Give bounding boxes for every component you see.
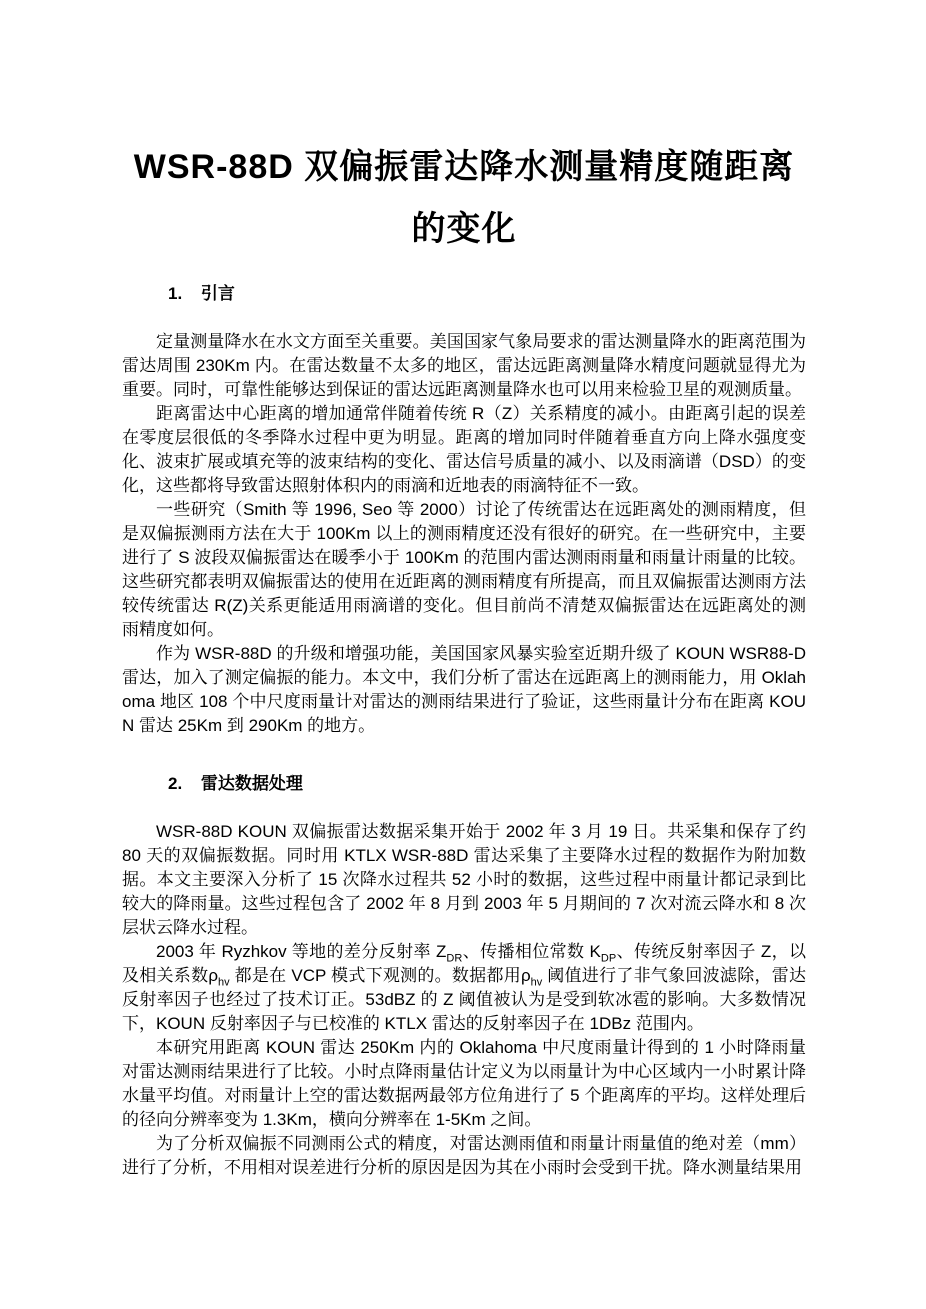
paragraph-intro-2: 距离雷达中心距离的增加通常伴随着传统 R（Z）关系精度的减小。由距离引起的误差在零度层很低的冬季降水过程中更为明显。距离的增加同时伴随着垂直方向上降水强度变化、波束扩展或填充等的波束结构的变化、雷达信号质量的减小、以及雨滴谱（DSD）的变化，这些都将导致雷达照射体积内的雨滴和近地表的雨滴特征不一致。 — [122, 404, 806, 495]
paragraph-data-1: WSR-88D KOUN 双偏振雷达数据采集开始于 2002 年 3 月 19 日。共采集和保存了约 80 天的双偏振数据。同时用 KTLX WSR-88D 雷达采集了主要降水过程的数据作为附加数据。本文主要深入分析了 15 次降水过程共 52 小时的数据，这些过程中雨量计都记录到比较大的降雨量。这些过程包含了 2002 年 8 月到 2003 年 5 月期间的 7 次对流云降水和 8 次层状云降水过程。 — [122, 822, 806, 937]
title-line-2: 的变化 — [411, 210, 517, 248]
paragraph-intro-4: 作为 WSR-88D 的升级和增强功能，美国国家风暴实验室近期升级了 KOUN WSR88-D 雷达，加入了测定偏振的能力。本文中，我们分析了雷达在远距离上的测雨能力，用 Oklahoma 地区 108 个中尺度雨量计对雷达的测雨结果进行了验证，这些雨量计分布在距离 KOUN 雷达 25Km 到 290Km 的地方。 — [122, 644, 806, 735]
section-number: 1. — [168, 284, 183, 303]
paragraph-intro-3: 一些研究（Smith 等 1996, Seo 等 2000）讨论了传统雷达在远距离处的测雨精度，但是双偏振测雨方法在大于 100Km 以上的测雨精度还没有很好的研究。在一些研究中，主要进行了 S 波段双偏振雷达在暖季小于 100Km 的范围内雷达测雨雨量和雨量计雨量的比较。这些研究都表明双偏振雷达的使用在近距离的测雨精度有所提高，而且双偏振雷达测雨方法较传统雷达 R(Z)关系更能适用雨滴谱的变化。但目前尚不清楚双偏振雷达在远距离处的测雨精度如何。 — [122, 500, 806, 639]
document-title — [0, 0, 926, 260]
paragraph-data-4: 为了分析双偏振不同测雨公式的精度，对雷达测雨值和雨量计雨量值的绝对差（mm）进行了分析，不用相对误差进行分析的原因是因为其在小雨时会受到干扰。降水测量结果用 — [122, 1134, 806, 1177]
paragraph-intro-1: 定量测量降水在水文方面至关重要。美国国家气象局要求的雷达测量降水的距离范围为雷达周围 230Km 内。在雷达数量不太多的地区，雷达远距离测量降水精度问题就显得尤为重要。同时，可靠性能够达到保证的雷达远距离测量降水也可以用来检验卫星的观测质量。 — [122, 332, 806, 399]
section-number: 2. — [168, 774, 183, 793]
section-heading-introduction — [168, 282, 806, 306]
section-label: 雷达数据处理 — [200, 774, 303, 793]
paragraph-data-3: 本研究用距离 KOUN 雷达 250Km 内的 Oklahoma 中尺度雨量计得到的 1 小时降雨量对雷达测雨结果进行了比较。小时点降雨量估计定义为以雨量计为中心区域内一小时累计降水量平均值。对雨量计上空的雷达数据两最邻方位角进行了 5 个距离库的平均。这样处理后的径向分辨率变为 1.3Km，横向分辨率在 1-5Km 之间。 — [122, 1038, 806, 1129]
section-heading-radar-data-processing — [168, 772, 806, 796]
paragraph-data-2-with-subscripts: 2003 年 Ryzhkov 等地的差分反射率 $Z_{DR}$、传播相位常数 $K_{DP}$、传统反射率因子 Z，以及相关系数$\rho_{hv}$ 都是在 VCP 模式下观测的。数据都用$\rho_{hv}$ 阈值进行了非气象回波滤除，雷达反射率因子也经过了技术订正。53dBZ 的 Z 阈值被认为是受到软冰雹的影响。大多数情况下，KOUN 反射率因子与已校准的 KTLX 雷达的反射率因子在 1DBz 范围内。 — [122, 942, 807, 1033]
document-body — [0, 282, 926, 1180]
section-label: 引言 — [200, 284, 235, 303]
title-line-1: WSR-88D 双偏振雷达降水测量精度随距离 — [133, 148, 795, 186]
